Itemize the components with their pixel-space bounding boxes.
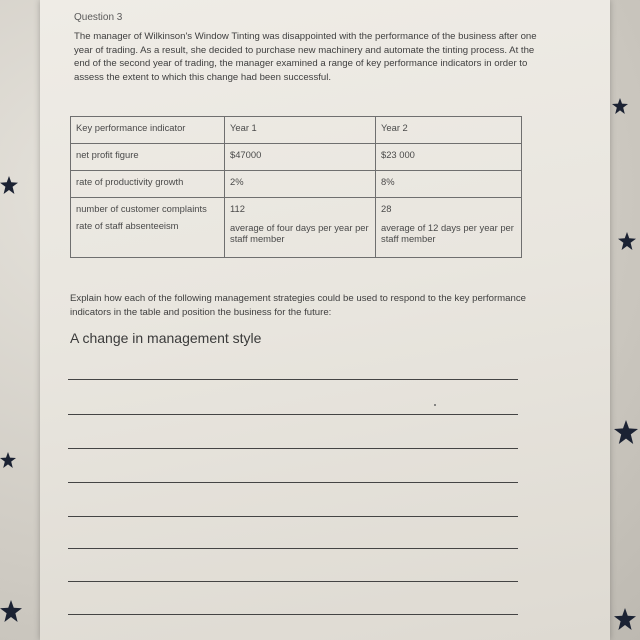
table-row	[71, 171, 522, 198]
answer-line[interactable]	[68, 448, 518, 449]
star-decoration-icon	[612, 98, 628, 119]
table-cell: number of customer complaints	[71, 198, 225, 221]
question-paragraph: The manager of Wilkinson's Window Tinting was disappointed with the performance of the business after one year of trading. As a result, she decided to purchase new machinery and automate the tinting process. At the end of the second year of trading, the manager examined a range of key performance indicators in order to assess the extent to which this change had been successful.	[74, 31, 537, 83]
table-cell: $23 000	[376, 144, 522, 171]
question-title: Question 3	[74, 12, 123, 23]
star-decoration-icon	[614, 420, 638, 449]
star-decoration-icon	[614, 608, 636, 635]
table-row	[71, 198, 522, 221]
table-header-cell: Year 2	[376, 117, 522, 144]
table-cell: 2%	[225, 171, 376, 198]
answer-line[interactable]	[68, 516, 518, 517]
answer-line[interactable]	[68, 379, 518, 380]
table-cell: rate of staff absenteeism	[71, 220, 225, 258]
kpi-table	[70, 116, 522, 258]
table-cell: rate of productivity growth	[71, 171, 225, 198]
answer-line[interactable]	[68, 414, 518, 415]
worksheet-page	[40, 0, 610, 640]
table-cell: average of 12 days per year per staff member	[376, 220, 522, 258]
table-cell: 112	[225, 198, 376, 221]
table-row	[71, 220, 522, 258]
star-decoration-icon	[0, 176, 18, 199]
table-cell: 28	[376, 198, 522, 221]
answer-line[interactable]	[68, 548, 518, 549]
table-row	[71, 144, 522, 171]
pen-mark	[434, 404, 436, 406]
table-cell: average of four days per year per staff member	[225, 220, 376, 258]
answer-line[interactable]	[68, 581, 518, 582]
section-subheading: A change in management style	[70, 330, 262, 346]
table-header-cell: Year 1	[225, 117, 376, 144]
table-cell: net profit figure	[71, 144, 225, 171]
answer-line[interactable]	[68, 482, 518, 483]
table-cell: 8%	[376, 171, 522, 198]
star-decoration-icon	[618, 232, 636, 255]
star-decoration-icon	[0, 600, 22, 627]
table-header-cell: Key performance indicator	[71, 117, 225, 144]
answer-line[interactable]	[68, 614, 518, 615]
star-decoration-icon	[0, 452, 16, 473]
table-header-row	[71, 117, 522, 144]
instructions-text: Explain how each of the following management strategies could be used to respond to the key performance indicators in the table and position the business for the future:	[70, 293, 526, 318]
table-cell: $47000	[225, 144, 376, 171]
